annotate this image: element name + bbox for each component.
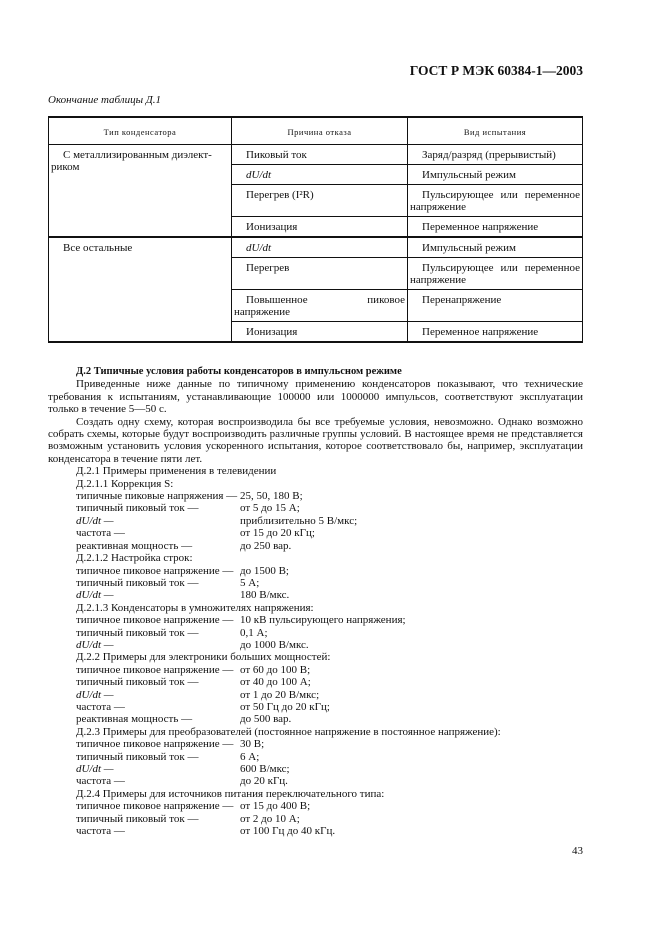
parameter-value: от 5 до 15 А;	[240, 502, 300, 515]
parameter-item	[76, 627, 583, 639]
parameter-value: приблизительно 5 В/мкс;	[240, 514, 358, 527]
parameter-label: dU/dt —	[76, 589, 114, 602]
page-number: 43	[572, 845, 583, 858]
parameter-item	[76, 775, 583, 787]
parameter-label: типичное пиковое напряжение —	[76, 738, 234, 751]
paragraph: Приведенные ниже данные по типичному применению конденсаторов показывают, что технические требования к испытаниям, устанавливающие 100000 или 1000000 импульсов, соответствуют эксплуатации только в течение 5—50 с.	[48, 378, 583, 416]
paragraph: Создать одну схему, которая воспроизводила бы все требуемые условия, невозможно. Однако возможно собрать схемы, которые будут воспроизводить различные группы условий. В настоящее время не представляется возможным установить условия ускоренного испытания, которое соответствовало бы, например, эксплуатации конденсатора в течение пяти лет.	[48, 415, 583, 465]
parameter-label: типичный пиковый ток —	[76, 576, 199, 589]
failure-test-table	[48, 116, 583, 343]
type-text: С металлизированным диэлект-	[63, 149, 212, 161]
parameter-value: до 250 вар.	[240, 539, 292, 552]
parameter-label: типичный пиковый ток —	[76, 812, 199, 825]
type-text: риком	[51, 161, 80, 173]
parameter-item	[76, 689, 583, 701]
parameter-label: типичный пиковый ток —	[76, 502, 199, 515]
parameter-label: типичное пиковое напряжение —	[76, 614, 234, 627]
subsection-heading: Д.2.4 Примеры для источников питания переключательного типа:	[76, 787, 385, 800]
parameter-item	[76, 589, 583, 601]
parameter-item	[76, 565, 583, 577]
parameter-item	[76, 738, 583, 750]
parameter-value: 6 А;	[240, 750, 260, 763]
parameter-value: 180 В/мкс.	[240, 589, 290, 602]
parameter-value: до 1500 В;	[240, 564, 289, 577]
test-text: Пульсирующее или переменное напряжение	[410, 189, 580, 213]
table-row	[49, 237, 583, 258]
parameter-item	[76, 639, 583, 651]
test-text: Пульсирующее или переменное напряжение	[410, 262, 580, 286]
subsection-heading: Д.2.1.2 Настройка строк:	[76, 552, 193, 565]
parameter-value: 10 кВ пульсирующего напряжения;	[240, 614, 406, 627]
test-text: Импульсный режим	[422, 242, 516, 254]
test-text: Заряд/разряд (прерывистый)	[422, 149, 556, 161]
parameter-value: 600 В/мкс;	[240, 763, 290, 775]
parameter-item	[76, 515, 583, 527]
parameter-item	[76, 813, 583, 825]
parameter-value: до 1000 В/мкс.	[240, 638, 309, 651]
table-caption: Окончание таблицы Д.1	[48, 94, 162, 106]
subsection-heading: Д.2.3 Примеры для преобразователей (постоянное напряжение в постоянное напряжение):	[76, 725, 501, 738]
failure-cause-cell	[232, 145, 408, 165]
parameter-label: типичное пиковое напряжение —	[76, 800, 234, 813]
test-type-cell	[408, 165, 583, 185]
page-body	[48, 366, 583, 858]
parameter-value: от 1 до 20 В/мкс;	[240, 688, 320, 701]
failure-cause-cell	[232, 322, 408, 343]
parameter-item	[76, 664, 583, 676]
test-text: Перенапряжение	[422, 294, 502, 306]
examples-list	[76, 465, 583, 837]
parameter-label: типичные пиковые напряжения —	[76, 490, 238, 503]
parameter-value: до 500 вар.	[240, 713, 292, 726]
parameter-value: от 100 Гц до 40 кГц.	[240, 825, 336, 838]
failure-cause-cell	[232, 185, 408, 217]
parameter-label: dU/dt —	[76, 514, 114, 527]
cause-text: Перегрев	[246, 262, 290, 274]
column-header: Причина отказа	[232, 117, 408, 145]
parameter-label: dU/dt —	[76, 638, 114, 651]
cause-text: Пиковый ток	[246, 149, 307, 161]
subsection-heading: Д.2.1.3 Конденсаторы в умножителях напряжения:	[76, 601, 314, 614]
parameter-label: частота —	[76, 700, 125, 713]
parameter-value: до 20 кГц.	[240, 775, 288, 788]
parameter-label: типичный пиковый ток —	[76, 750, 199, 763]
capacitor-type-cell	[49, 145, 232, 238]
subsection-heading: Д.2.1.1 Коррекция S:	[76, 477, 174, 490]
test-text: Импульсный режим	[422, 169, 516, 181]
parameter-value: от 2 до 10 А;	[240, 812, 300, 825]
failure-cause-cell	[232, 237, 408, 258]
type-text: Все остальные	[63, 242, 133, 254]
parameter-label: частота —	[76, 825, 125, 838]
parameter-value: 0,1 А;	[240, 626, 268, 639]
test-type-cell	[408, 258, 583, 290]
parameter-value: 5 А;	[240, 576, 260, 589]
parameter-item	[76, 490, 583, 502]
section-d2	[48, 366, 583, 465]
parameter-label: реактивная мощность —	[76, 713, 193, 726]
parameter-item	[76, 676, 583, 688]
parameter-item	[76, 825, 583, 837]
parameter-item	[76, 527, 583, 539]
parameter-value: от 60 до 100 В;	[240, 663, 311, 676]
test-text: Переменное напряжение	[422, 221, 539, 233]
section-title: Д.2 Типичные условия работы конденсаторов в импульсном режиме	[76, 366, 402, 377]
parameter-label: частота —	[76, 527, 125, 540]
parameter-item	[76, 540, 583, 552]
parameter-value: 30 В;	[240, 738, 265, 751]
document-code: ГОСТ Р МЭК 60384-1—2003	[409, 63, 583, 78]
parameter-item	[76, 701, 583, 713]
parameter-value: 25, 50, 180 В;	[240, 490, 303, 503]
test-type-cell	[408, 290, 583, 322]
failure-cause-cell	[232, 258, 408, 290]
test-type-cell	[408, 217, 583, 238]
failure-cause-cell	[232, 217, 408, 238]
parameter-label: типичный пиковый ток —	[76, 676, 199, 689]
cause-text: Повышенное пиковое напряжение	[234, 294, 405, 318]
subsection-heading: Д.2.1 Примеры применения в телевидении	[76, 465, 277, 478]
parameter-label: dU/dt —	[76, 763, 114, 775]
parameter-label: типичный пиковый ток —	[76, 626, 199, 639]
test-text: Переменное напряжение	[422, 326, 539, 338]
table-row	[49, 145, 583, 165]
parameter-label: типичное пиковое напряжение —	[76, 663, 234, 676]
subsection-heading: Д.2.2 Примеры для электроники больших мощностей:	[76, 651, 331, 664]
test-type-cell	[408, 237, 583, 258]
column-header: Тип конденсатора	[49, 117, 232, 145]
parameter-label: частота —	[76, 775, 125, 788]
parameter-item	[76, 577, 583, 589]
parameter-item	[76, 614, 583, 626]
parameter-label: dU/dt —	[76, 688, 114, 701]
cause-text: dU/dt	[246, 169, 272, 181]
parameter-value: от 15 до 20 кГц;	[240, 527, 315, 540]
cause-text: Ионизация	[246, 221, 298, 233]
parameter-item	[76, 713, 583, 725]
failure-cause-cell	[232, 165, 408, 185]
parameter-label: реактивная мощность —	[76, 539, 193, 552]
cause-text: Перегрев (I²R)	[246, 189, 314, 201]
test-type-cell	[408, 145, 583, 165]
test-type-cell	[408, 185, 583, 217]
failure-cause-cell	[232, 290, 408, 322]
cause-text: dU/dt	[246, 242, 272, 254]
test-type-cell	[408, 322, 583, 343]
parameter-value: от 50 Гц до 20 кГц;	[240, 700, 330, 713]
parameter-value: от 15 до 400 В;	[240, 800, 311, 813]
parameter-value: от 40 до 100 А;	[240, 676, 311, 689]
parameter-item	[76, 763, 583, 775]
table-header-row	[49, 117, 583, 145]
capacitor-type-cell	[49, 237, 232, 342]
parameter-item	[76, 751, 583, 763]
cause-text: Ионизация	[246, 326, 298, 338]
parameter-item	[76, 502, 583, 514]
parameter-label: типичное пиковое напряжение —	[76, 564, 234, 577]
column-header: Вид испытания	[408, 117, 583, 145]
parameter-item	[76, 800, 583, 812]
